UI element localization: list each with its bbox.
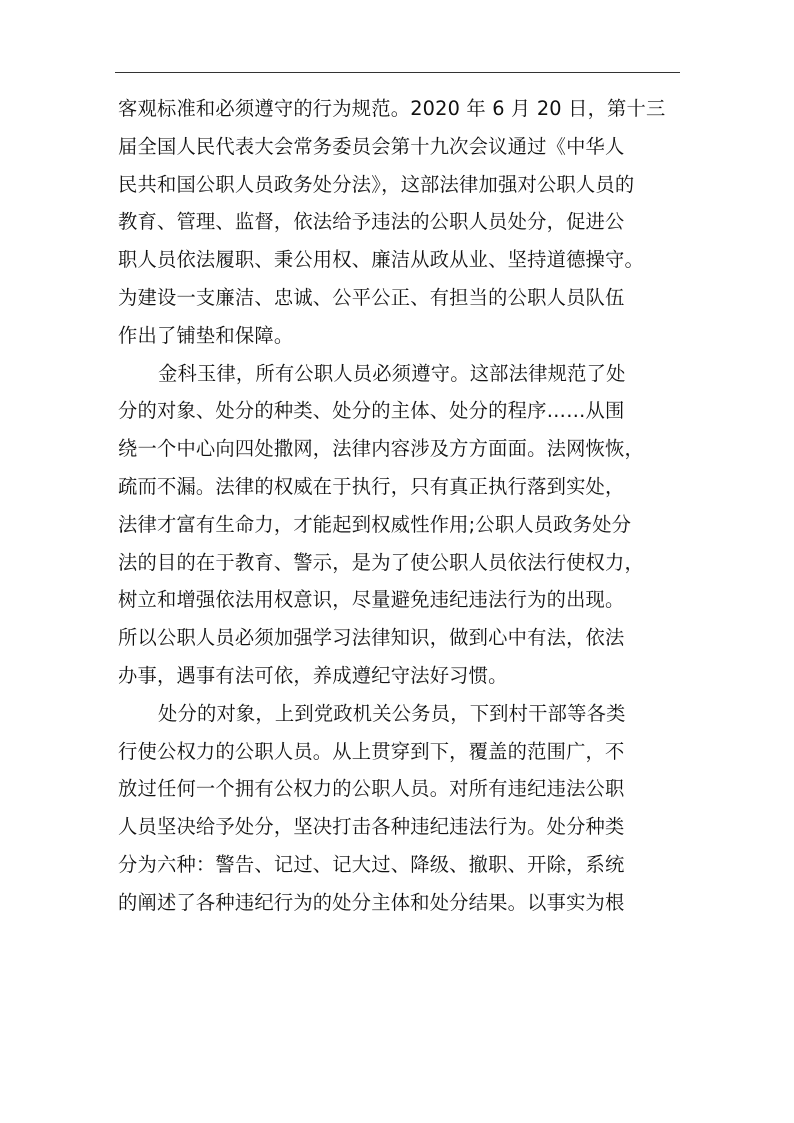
text-line: 所以公职人员必须加强学习法律知识，做到心中有法，依法 — [118, 626, 625, 650]
paragraph-3 — [118, 695, 678, 922]
text-line: 绕一个中心向四处撒网，法律内容涉及方方面面。法网恢恢， — [118, 437, 644, 461]
text-line: 放过任何一个拥有公权力的公职人员。对所有违纪违法公职 — [118, 777, 625, 801]
text-line: 民共和国公职人员政务处分法》，这部法律加强对公职人员的 — [118, 172, 635, 196]
text-line: 作出了铺垫和保障。 — [118, 323, 294, 347]
text-line: 行使公权力的公职人员。从上贯穿到下，覆盖的范围广，不 — [118, 739, 625, 763]
document-body — [118, 90, 678, 922]
text-line: 的阐述了各种违纪行为的处分主体和处分结果。以事实为根 — [118, 890, 625, 914]
paragraph-1 — [118, 90, 678, 355]
text-line: 届全国人民代表大会常务委员会第十九次会议通过《中华人 — [118, 134, 625, 158]
text-line: 金科玉律，所有公职人员必须遵守。这部法律规范了处 — [158, 361, 626, 385]
text-line: 客观标准和必须遵守的行为规范。2020 年 6 月 20 日，第十三 — [118, 97, 666, 120]
text-line: 树立和增强依法用权意识，尽量避免违纪违法行为的出现。 — [118, 588, 625, 612]
text-line: 法的目的在于教育、警示，是为了使公职人员依法行使权力， — [118, 550, 644, 574]
text-line: 分的对象、处分的种类、处分的主体、处分的程序……从围 — [118, 399, 625, 423]
text-line: 法律才富有生命力，才能起到权威性作用;公职人员政务处分 — [118, 512, 632, 536]
text-line: 人员坚决给予处分，坚决打击各种违纪违法行为。处分种类 — [118, 815, 625, 839]
paragraph-2 — [118, 355, 678, 695]
text-line: 分为六种：警告、记过、记大过、降级、撤职、开除，系统 — [118, 852, 625, 876]
text-line: 教育、管理、监督，依法给予违法的公职人员处分，促进公 — [118, 210, 625, 234]
header-rule — [115, 72, 680, 73]
text-line: 处分的对象，上到党政机关公务员，下到村干部等各类 — [158, 701, 626, 725]
text-line: 为建设一支廉洁、忠诚、公平公正、有担当的公职人员队伍 — [118, 285, 625, 309]
text-line: 职人员依法履职、秉公用权、廉洁从政从业、坚持道德操守。 — [118, 248, 644, 272]
text-line: 办事，遇事有法可依，养成遵纪守法好习惯。 — [118, 663, 508, 687]
text-line: 疏而不漏。法律的权威在于执行，只有真正执行落到实处， — [118, 474, 625, 498]
